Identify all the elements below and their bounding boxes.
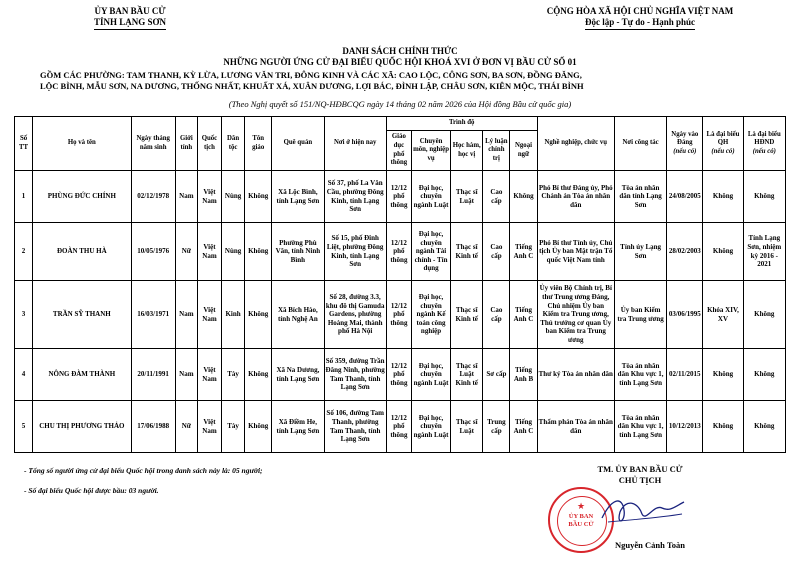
cell-politics: Cao cấp	[483, 281, 510, 349]
document-title: DANH SÁCH CHÍNH THỨC	[342, 46, 458, 56]
cell-residence: Số 359, đường Trần Đăng Ninh, phường Tam Thanh, tỉnh Lạng Sơn	[324, 349, 386, 401]
cell-hometown: Phường Phù Vân, tỉnh Ninh Bình	[272, 223, 324, 281]
cell-stt: 4	[15, 349, 33, 401]
issuer-header	[60, 6, 200, 30]
cell-pc-delegate: Không	[743, 401, 785, 453]
col-na-delegate: Là đại biểu QH (nếu có)	[703, 117, 743, 171]
cell-politics: Cao cấp	[483, 223, 510, 281]
signature-block	[540, 464, 740, 486]
national-header	[520, 6, 760, 30]
cell-occupation: Phó Bí thư Đảng ủy, Phó Chánh án Tòa án nhân dân	[537, 171, 614, 223]
cell-ethnicity: Tày	[222, 401, 245, 453]
col-stt: Số TT	[15, 117, 33, 171]
cell-pc-delegate: Không	[743, 281, 785, 349]
cell-general-edu: 12/12 phổ thông	[386, 401, 411, 453]
stamp-text-1: ỦY BAN	[568, 513, 594, 520]
col-party-date: Ngày vào Đảng (nếu có)	[667, 117, 703, 171]
cell-occupation: Thư ký Tòa án nhân dân	[537, 349, 614, 401]
cell-occupation: Ủy viên Bộ Chính trị, Bí thư Trung ương Đảng, Chủ nhiệm Ủy ban Kiểm tra Trung ương, Thủ trưởng cơ quan Ủy ban Kiểm tra Trung ương	[537, 281, 614, 349]
document-subtitle: NHỮNG NGƯỜI ỨNG CỬ ĐẠI BIỂU QUỐC HỘI KHOÁ XVI Ở ĐƠN VỊ BẦU CỬ SỐ 01	[223, 57, 577, 67]
cell-stt: 1	[15, 171, 33, 223]
cell-gender: Nữ	[175, 223, 197, 281]
cell-residence: Số 28, đường 3.3, khu đô thị Gamuda Gardens, phường Hoàng Mai, thành phố Hà Nội	[324, 281, 386, 349]
cell-gender: Nữ	[175, 401, 197, 453]
cell-general-edu: 12/12 phổ thông	[386, 281, 411, 349]
signature-org: TM. ỦY BAN BẦU CỬ	[597, 464, 683, 474]
cell-religion: Không	[245, 349, 272, 401]
cell-na-delegate: Không	[703, 401, 743, 453]
cell-nationality: Việt Nam	[197, 223, 221, 281]
col-nationality: Quốc tịch	[197, 117, 221, 171]
col-degree: Học hàm, học vị	[451, 131, 483, 171]
col-name: Họ và tên	[33, 117, 132, 171]
cell-ethnicity: Nùng	[222, 223, 245, 281]
cell-nationality: Việt Nam	[197, 401, 221, 453]
cell-na-delegate: Không	[703, 223, 743, 281]
col-general-edu: Giáo dục phổ thông	[386, 131, 411, 171]
cell-specialty: Đại học, chuyên ngành Luật	[411, 171, 450, 223]
cell-workplace: Tòa án nhân dân Khu vực 1, tỉnh Lạng Sơn	[614, 349, 666, 401]
cell-language: Tiếng Anh C	[510, 401, 537, 453]
cell-hometown: Xã Na Dương, tỉnh Lạng Sơn	[272, 349, 324, 401]
cell-nationality: Việt Nam	[197, 349, 221, 401]
national-line1: CỘNG HÒA XÃ HỘI CHỦ NGHĨA VIỆT NAM	[546, 6, 734, 16]
legal-basis: (Theo Nghị quyết số 151/NQ-HĐBCQG ngày 14 tháng 02 năm 2026 của Hội đồng Bầu cử quốc gia)	[228, 99, 572, 109]
cell-occupation: Thẩm phán Tòa án nhân dân	[537, 401, 614, 453]
cell-dob: 10/05/1976	[131, 223, 175, 281]
issuer-line1: ỦY BAN BẦU CỬ	[94, 6, 166, 16]
cell-name: PHÙNG ĐỨC CHÍNH	[33, 171, 132, 223]
cell-dob: 17/06/1988	[131, 401, 175, 453]
issuer-line2: TỈNH LẠNG SƠN	[94, 17, 166, 30]
cell-general-edu: 12/12 phổ thông	[386, 171, 411, 223]
col-gender: Giới tính	[175, 117, 197, 171]
cell-degree: Thạc sĩ Luật	[451, 171, 483, 223]
col-politics: Lý luận chính trị	[483, 131, 510, 171]
area-line-1: GỒM CÁC PHƯỜNG: TAM THANH, KỲ LỪA, LƯƠNG VĂN TRI, ĐÔNG KINH VÀ CÁC XÃ: CAO LỘC, CÔNG SƠN, BA SƠN, ĐỒNG ĐĂNG,	[40, 70, 582, 80]
cell-occupation: Phó Bí thư Tỉnh ủy, Chủ tịch Ủy ban Mặt trận Tổ quốc Việt Nam tỉnh	[537, 223, 614, 281]
col-pc-delegate: Là đại biểu HĐND (nếu có)	[743, 117, 785, 171]
cell-general-edu: 12/12 phổ thông	[386, 349, 411, 401]
cell-politics: Trung cấp	[483, 401, 510, 453]
cell-degree: Thạc sĩ Kinh tế	[451, 281, 483, 349]
candidate-table	[14, 116, 786, 453]
cell-stt: 5	[15, 401, 33, 453]
cell-party-date: 03/06/1995	[667, 281, 703, 349]
col-hometown: Quê quán	[272, 117, 324, 171]
col-workplace: Nơi công tác	[614, 117, 666, 171]
cell-degree: Thạc sĩ Kinh tế	[451, 223, 483, 281]
cell-ethnicity: Nùng	[222, 171, 245, 223]
cell-party-date: 02/11/2015	[667, 349, 703, 401]
cell-politics: Sơ cấp	[483, 349, 510, 401]
cell-religion: Không	[245, 401, 272, 453]
cell-specialty: Đại học, chuyên ngành Kế toán công nghiệp	[411, 281, 450, 349]
cell-dob: 02/12/1978	[131, 171, 175, 223]
area-line-2: LỘC BÌNH, MẪU SƠN, NA DƯƠNG, THỐNG NHẤT, KHUẤT XÁ, XUÂN DƯƠNG, LỢI BÁC, ĐÌNH LẬP, CHÂU SƠN, KIÊN MỘC, THÁI BÌNH	[40, 81, 584, 91]
cell-ethnicity: Kinh	[222, 281, 245, 349]
cell-party-date: 24/08/2005	[667, 171, 703, 223]
cell-gender: Nam	[175, 171, 197, 223]
col-ethnicity: Dân tộc	[222, 117, 245, 171]
cell-degree: Thạc sĩ Luật	[451, 401, 483, 453]
cell-na-delegate: Không	[703, 171, 743, 223]
cell-religion: Không	[245, 281, 272, 349]
col-language: Ngoại ngữ	[510, 131, 537, 171]
cell-ethnicity: Tày	[222, 349, 245, 401]
col-education-group: Trình độ	[386, 117, 537, 131]
cell-name: CHU THỊ PHƯƠNG THẢO	[33, 401, 132, 453]
cell-politics: Cao cấp	[483, 171, 510, 223]
cell-name: NÔNG ĐÀM THÀNH	[33, 349, 132, 401]
cell-workplace: Tỉnh ủy Lạng Sơn	[614, 223, 666, 281]
cell-specialty: Đại học, chuyên ngành Luật	[411, 401, 450, 453]
cell-stt: 2	[15, 223, 33, 281]
cell-general-edu: 12/12 phổ thông	[386, 223, 411, 281]
cell-language: Tiếng Anh C	[510, 223, 537, 281]
cell-hometown: Xã Điềm He, tỉnh Lạng Sơn	[272, 401, 324, 453]
cell-name: TRẦN SỸ THANH	[33, 281, 132, 349]
cell-workplace: Tòa án nhân dân Khu vực 1, tỉnh Lạng Sơn	[614, 401, 666, 453]
cell-pc-delegate: Không	[743, 171, 785, 223]
col-religion: Tôn giáo	[245, 117, 272, 171]
national-motto: Độc lập - Tự do - Hạnh phúc	[585, 17, 695, 30]
cell-religion: Không	[245, 171, 272, 223]
cell-party-date: 10/12/2013	[667, 401, 703, 453]
cell-residence: Số 37, phố La Văn Cầu, phường Đông Kinh, tỉnh Lạng Sơn	[324, 171, 386, 223]
table-row	[15, 281, 786, 349]
cell-hometown: Xã Bích Hào, tỉnh Nghệ An	[272, 281, 324, 349]
cell-workplace: Tòa án nhân dân tỉnh Lạng Sơn	[614, 171, 666, 223]
cell-na-delegate: Khóa XIV, XV	[703, 281, 743, 349]
footnote-seats: - Số đại biểu Quốc hội được bầu: 03 người.	[24, 486, 159, 495]
cell-workplace: Ủy ban Kiểm tra Trung ương	[614, 281, 666, 349]
cell-stt: 3	[15, 281, 33, 349]
star-icon: ★	[576, 501, 586, 511]
handwritten-signature	[598, 492, 688, 532]
cell-gender: Nam	[175, 349, 197, 401]
signature-title: CHỦ TỊCH	[618, 475, 662, 485]
cell-language: Tiếng Anh C	[510, 281, 537, 349]
col-specialty: Chuyên môn, nghiệp vụ	[411, 131, 450, 171]
cell-language: Không	[510, 171, 537, 223]
cell-na-delegate: Không	[703, 349, 743, 401]
cell-party-date: 28/02/2003	[667, 223, 703, 281]
cell-religion: Không	[245, 223, 272, 281]
stamp-text-2: BẦU CỬ	[568, 521, 594, 528]
cell-language: Tiếng Anh B	[510, 349, 537, 401]
footnote-total: - Tổng số người ứng cử đại biểu Quốc hội trong danh sách này là: 05 người;	[24, 466, 263, 475]
cell-pc-delegate: Tỉnh Lạng Sơn, nhiệm kỳ 2016 - 2021	[743, 223, 785, 281]
table-row	[15, 349, 786, 401]
cell-nationality: Việt Nam	[197, 281, 221, 349]
cell-specialty: Đại học, chuyên ngành Tài chính - Tín dụng	[411, 223, 450, 281]
table-row	[15, 223, 786, 281]
cell-pc-delegate: Không	[743, 349, 785, 401]
signer-name: Nguyễn Cảnh Toàn	[615, 540, 685, 550]
cell-dob: 16/03/1971	[131, 281, 175, 349]
col-dob: Ngày tháng năm sinh	[131, 117, 175, 171]
cell-degree: Thạc sĩ Luật Kinh tế	[451, 349, 483, 401]
cell-residence: Số 15, phố Đinh Liệt, phường Đông Kinh, tỉnh Lạng Sơn	[324, 223, 386, 281]
cell-specialty: Đại học, chuyên ngành Luật	[411, 349, 450, 401]
table-row	[15, 401, 786, 453]
cell-dob: 20/11/1991	[131, 349, 175, 401]
cell-hometown: Xã Lộc Bình, tỉnh Lạng Sơn	[272, 171, 324, 223]
cell-name: ĐOÀN THU HÀ	[33, 223, 132, 281]
col-residence: Nơi ở hiện nay	[324, 117, 386, 171]
cell-nationality: Việt Nam	[197, 171, 221, 223]
cell-gender: Nam	[175, 281, 197, 349]
table-row	[15, 171, 786, 223]
cell-residence: Số 106, đường Tam Thanh, phường Tam Thanh, tỉnh Lạng Sơn	[324, 401, 386, 453]
col-occupation: Nghề nghiệp, chức vụ	[537, 117, 614, 171]
